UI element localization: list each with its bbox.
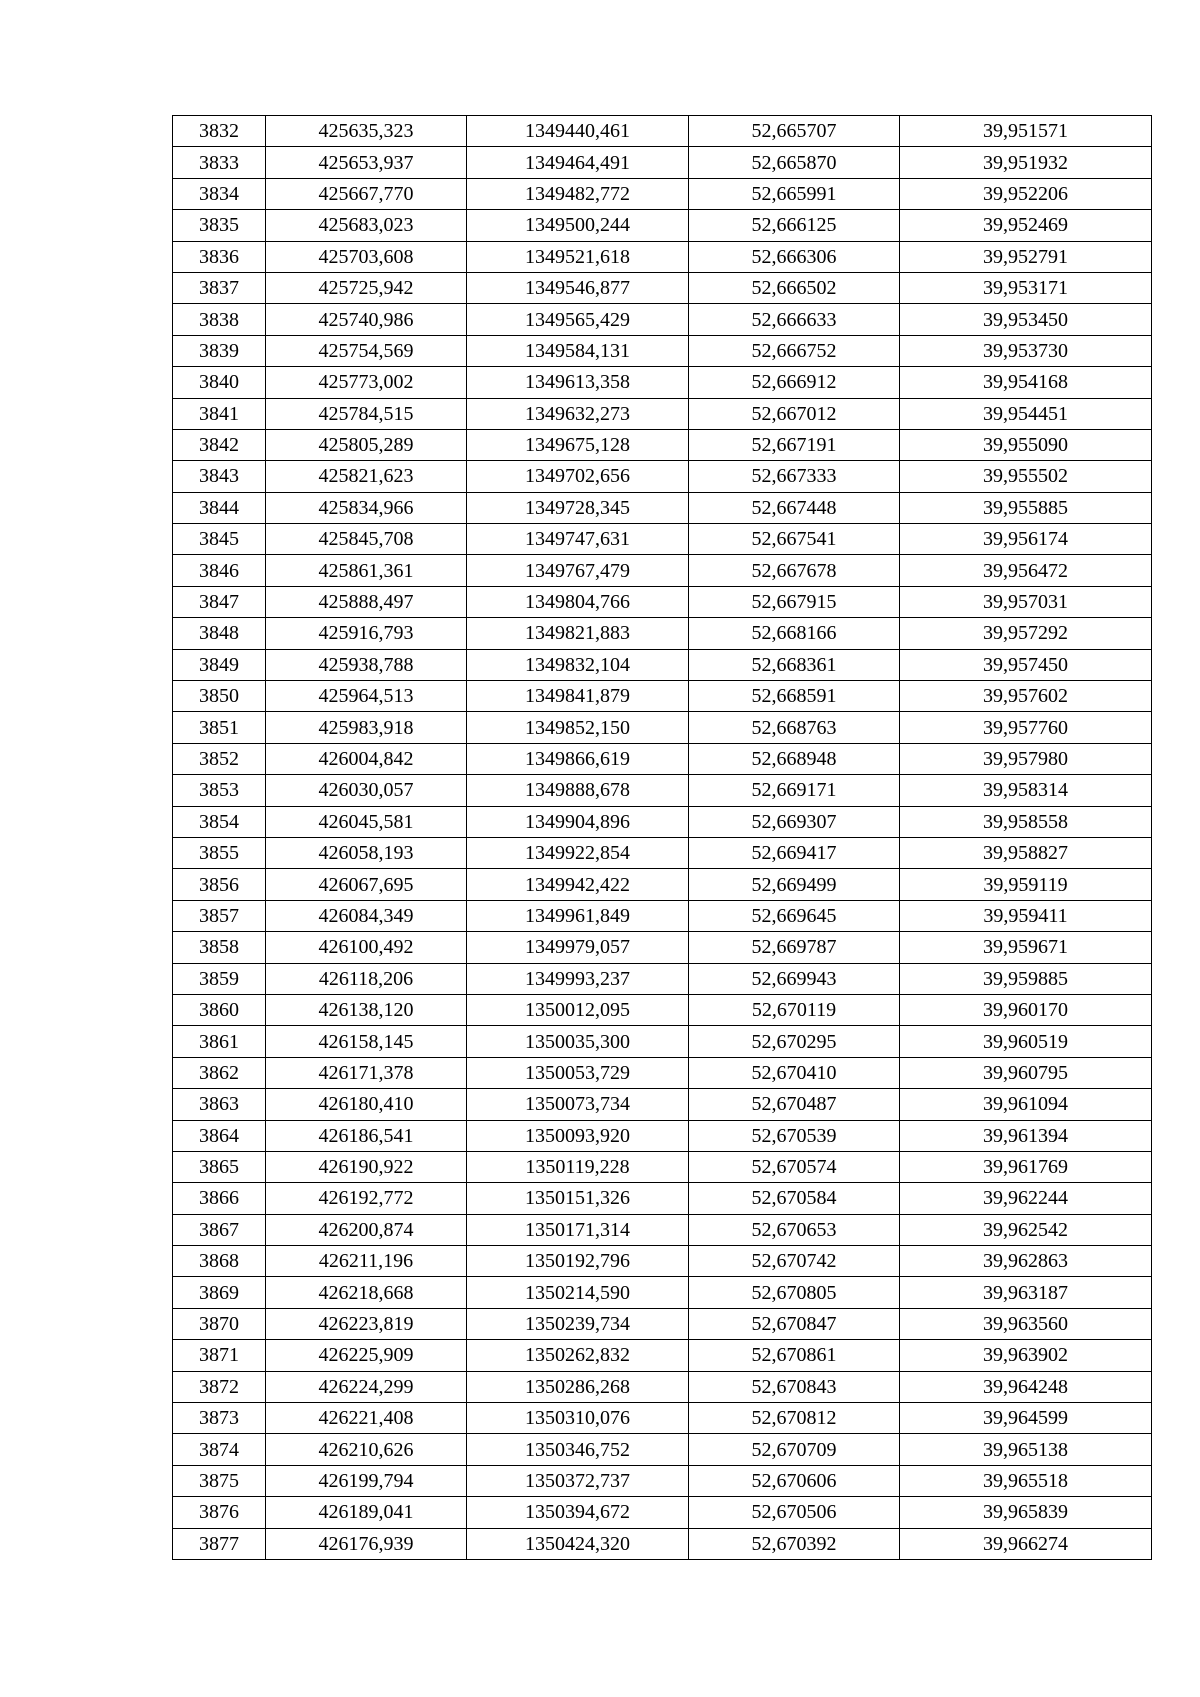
latitude-cell: 52,665707 (689, 116, 900, 147)
point-number-cell: 3843 (173, 461, 266, 492)
latitude-cell: 52,669417 (689, 837, 900, 868)
x-coordinate-cell: 425773,002 (266, 367, 467, 398)
longitude-cell: 39,962542 (900, 1214, 1152, 1245)
x-coordinate-cell: 426030,057 (266, 775, 467, 806)
y-coordinate-cell: 1350151,326 (467, 1183, 689, 1214)
longitude-cell: 39,951932 (900, 147, 1152, 178)
latitude-cell: 52,670709 (689, 1434, 900, 1465)
longitude-cell: 39,955090 (900, 429, 1152, 460)
longitude-cell: 39,957031 (900, 586, 1152, 617)
latitude-cell: 52,670861 (689, 1340, 900, 1371)
longitude-cell: 39,956174 (900, 524, 1152, 555)
x-coordinate-cell: 425964,513 (266, 681, 467, 712)
y-coordinate-cell: 1349675,128 (467, 429, 689, 460)
x-coordinate-cell: 426067,695 (266, 869, 467, 900)
latitude-cell: 52,670487 (689, 1089, 900, 1120)
table-row (173, 398, 1152, 429)
point-number-cell: 3862 (173, 1057, 266, 1088)
x-coordinate-cell: 426171,378 (266, 1057, 467, 1088)
x-coordinate-cell: 425834,966 (266, 492, 467, 523)
y-coordinate-cell: 1350171,314 (467, 1214, 689, 1245)
latitude-cell: 52,669499 (689, 869, 900, 900)
point-number-cell: 3838 (173, 304, 266, 335)
y-coordinate-cell: 1349613,358 (467, 367, 689, 398)
point-number-cell: 3854 (173, 806, 266, 837)
point-number-cell: 3835 (173, 210, 266, 241)
y-coordinate-cell: 1350346,752 (467, 1434, 689, 1465)
table-row (173, 900, 1152, 931)
latitude-cell: 52,666912 (689, 367, 900, 398)
x-coordinate-cell: 426218,668 (266, 1277, 467, 1308)
latitude-cell: 52,665870 (689, 147, 900, 178)
point-number-cell: 3849 (173, 649, 266, 680)
latitude-cell: 52,667678 (689, 555, 900, 586)
point-number-cell: 3844 (173, 492, 266, 523)
x-coordinate-cell: 426084,349 (266, 900, 467, 931)
longitude-cell: 39,963902 (900, 1340, 1152, 1371)
x-coordinate-cell: 425805,289 (266, 429, 467, 460)
longitude-cell: 39,953171 (900, 272, 1152, 303)
latitude-cell: 52,667191 (689, 429, 900, 460)
table-row (173, 1089, 1152, 1120)
x-coordinate-cell: 425653,937 (266, 147, 467, 178)
longitude-cell: 39,959119 (900, 869, 1152, 900)
y-coordinate-cell: 1349747,631 (467, 524, 689, 555)
x-coordinate-cell: 425754,569 (266, 335, 467, 366)
point-number-cell: 3851 (173, 712, 266, 743)
latitude-cell: 52,669943 (689, 963, 900, 994)
point-number-cell: 3874 (173, 1434, 266, 1465)
point-number-cell: 3857 (173, 900, 266, 931)
point-number-cell: 3834 (173, 178, 266, 209)
point-number-cell: 3865 (173, 1151, 266, 1182)
point-number-cell: 3859 (173, 963, 266, 994)
y-coordinate-cell: 1349767,479 (467, 555, 689, 586)
point-number-cell: 3840 (173, 367, 266, 398)
point-number-cell: 3842 (173, 429, 266, 460)
point-number-cell: 3873 (173, 1403, 266, 1434)
y-coordinate-cell: 1349832,104 (467, 649, 689, 680)
coordinates-table-body (173, 116, 1152, 1560)
point-number-cell: 3876 (173, 1497, 266, 1528)
latitude-cell: 52,666752 (689, 335, 900, 366)
table-row (173, 1183, 1152, 1214)
x-coordinate-cell: 425740,986 (266, 304, 467, 335)
table-row (173, 806, 1152, 837)
latitude-cell: 52,670574 (689, 1151, 900, 1182)
table-row (173, 461, 1152, 492)
x-coordinate-cell: 426004,842 (266, 743, 467, 774)
table-row (173, 367, 1152, 398)
point-number-cell: 3868 (173, 1246, 266, 1277)
x-coordinate-cell: 426210,626 (266, 1434, 467, 1465)
point-number-cell: 3850 (173, 681, 266, 712)
longitude-cell: 39,960170 (900, 994, 1152, 1025)
x-coordinate-cell: 426186,541 (266, 1120, 467, 1151)
longitude-cell: 39,957602 (900, 681, 1152, 712)
x-coordinate-cell: 426200,874 (266, 1214, 467, 1245)
x-coordinate-cell: 425667,770 (266, 178, 467, 209)
point-number-cell: 3867 (173, 1214, 266, 1245)
longitude-cell: 39,963560 (900, 1308, 1152, 1339)
y-coordinate-cell: 1349888,678 (467, 775, 689, 806)
x-coordinate-cell: 425916,793 (266, 618, 467, 649)
table-row (173, 1371, 1152, 1402)
point-number-cell: 3833 (173, 147, 266, 178)
latitude-cell: 52,666502 (689, 272, 900, 303)
table-row (173, 1057, 1152, 1088)
table-row (173, 618, 1152, 649)
latitude-cell: 52,670805 (689, 1277, 900, 1308)
table-row (173, 178, 1152, 209)
y-coordinate-cell: 1349841,879 (467, 681, 689, 712)
y-coordinate-cell: 1349702,656 (467, 461, 689, 492)
longitude-cell: 39,960519 (900, 1026, 1152, 1057)
y-coordinate-cell: 1349866,619 (467, 743, 689, 774)
x-coordinate-cell: 426190,922 (266, 1151, 467, 1182)
table-row (173, 1214, 1152, 1245)
table-row (173, 1308, 1152, 1339)
latitude-cell: 52,667915 (689, 586, 900, 617)
point-number-cell: 3866 (173, 1183, 266, 1214)
longitude-cell: 39,962863 (900, 1246, 1152, 1277)
table-row (173, 1246, 1152, 1277)
table-row (173, 304, 1152, 335)
point-number-cell: 3839 (173, 335, 266, 366)
y-coordinate-cell: 1350310,076 (467, 1403, 689, 1434)
point-number-cell: 3836 (173, 241, 266, 272)
x-coordinate-cell: 425861,361 (266, 555, 467, 586)
y-coordinate-cell: 1349546,877 (467, 272, 689, 303)
latitude-cell: 52,666306 (689, 241, 900, 272)
x-coordinate-cell: 425821,623 (266, 461, 467, 492)
longitude-cell: 39,952791 (900, 241, 1152, 272)
longitude-cell: 39,953450 (900, 304, 1152, 335)
latitude-cell: 52,668948 (689, 743, 900, 774)
table-row (173, 1277, 1152, 1308)
longitude-cell: 39,958314 (900, 775, 1152, 806)
y-coordinate-cell: 1349804,766 (467, 586, 689, 617)
longitude-cell: 39,959411 (900, 900, 1152, 931)
latitude-cell: 52,670392 (689, 1528, 900, 1559)
table-row (173, 649, 1152, 680)
y-coordinate-cell: 1350394,672 (467, 1497, 689, 1528)
latitude-cell: 52,670584 (689, 1183, 900, 1214)
longitude-cell: 39,959671 (900, 932, 1152, 963)
longitude-cell: 39,961394 (900, 1120, 1152, 1151)
y-coordinate-cell: 1350239,734 (467, 1308, 689, 1339)
table-row (173, 681, 1152, 712)
latitude-cell: 52,666125 (689, 210, 900, 241)
x-coordinate-cell: 426223,819 (266, 1308, 467, 1339)
table-row (173, 335, 1152, 366)
latitude-cell: 52,667448 (689, 492, 900, 523)
longitude-cell: 39,957450 (900, 649, 1152, 680)
x-coordinate-cell: 425703,608 (266, 241, 467, 272)
latitude-cell: 52,667333 (689, 461, 900, 492)
point-number-cell: 3864 (173, 1120, 266, 1151)
latitude-cell: 52,667012 (689, 398, 900, 429)
longitude-cell: 39,954168 (900, 367, 1152, 398)
table-row (173, 1403, 1152, 1434)
point-number-cell: 3870 (173, 1308, 266, 1339)
longitude-cell: 39,951571 (900, 116, 1152, 147)
y-coordinate-cell: 1350035,300 (467, 1026, 689, 1057)
table-row (173, 147, 1152, 178)
point-number-cell: 3856 (173, 869, 266, 900)
longitude-cell: 39,958827 (900, 837, 1152, 868)
y-coordinate-cell: 1350372,737 (467, 1465, 689, 1496)
point-number-cell: 3848 (173, 618, 266, 649)
x-coordinate-cell: 426225,909 (266, 1340, 467, 1371)
latitude-cell: 52,669171 (689, 775, 900, 806)
longitude-cell: 39,966274 (900, 1528, 1152, 1559)
longitude-cell: 39,957760 (900, 712, 1152, 743)
x-coordinate-cell: 425635,323 (266, 116, 467, 147)
latitude-cell: 52,669645 (689, 900, 900, 931)
point-number-cell: 3832 (173, 116, 266, 147)
table-row (173, 1026, 1152, 1057)
longitude-cell: 39,964599 (900, 1403, 1152, 1434)
latitude-cell: 52,670742 (689, 1246, 900, 1277)
y-coordinate-cell: 1350192,796 (467, 1246, 689, 1277)
table-row (173, 116, 1152, 147)
table-row (173, 492, 1152, 523)
longitude-cell: 39,965839 (900, 1497, 1152, 1528)
coordinates-table (172, 115, 1152, 1560)
latitude-cell: 52,670843 (689, 1371, 900, 1402)
x-coordinate-cell: 426058,193 (266, 837, 467, 868)
latitude-cell: 52,670606 (689, 1465, 900, 1496)
y-coordinate-cell: 1349979,057 (467, 932, 689, 963)
x-coordinate-cell: 425845,708 (266, 524, 467, 555)
latitude-cell: 52,668591 (689, 681, 900, 712)
longitude-cell: 39,960795 (900, 1057, 1152, 1088)
table-row (173, 1434, 1152, 1465)
y-coordinate-cell: 1349728,345 (467, 492, 689, 523)
latitude-cell: 52,670295 (689, 1026, 900, 1057)
latitude-cell: 52,666633 (689, 304, 900, 335)
point-number-cell: 3861 (173, 1026, 266, 1057)
longitude-cell: 39,961769 (900, 1151, 1152, 1182)
longitude-cell: 39,961094 (900, 1089, 1152, 1120)
y-coordinate-cell: 1349904,896 (467, 806, 689, 837)
longitude-cell: 39,958558 (900, 806, 1152, 837)
x-coordinate-cell: 426221,408 (266, 1403, 467, 1434)
table-row (173, 241, 1152, 272)
x-coordinate-cell: 426045,581 (266, 806, 467, 837)
longitude-cell: 39,952206 (900, 178, 1152, 209)
x-coordinate-cell: 426158,145 (266, 1026, 467, 1057)
y-coordinate-cell: 1350073,734 (467, 1089, 689, 1120)
longitude-cell: 39,955502 (900, 461, 1152, 492)
table-row (173, 712, 1152, 743)
x-coordinate-cell: 426180,410 (266, 1089, 467, 1120)
table-row (173, 1340, 1152, 1371)
longitude-cell: 39,955885 (900, 492, 1152, 523)
latitude-cell: 52,670847 (689, 1308, 900, 1339)
longitude-cell: 39,965518 (900, 1465, 1152, 1496)
y-coordinate-cell: 1349942,422 (467, 869, 689, 900)
y-coordinate-cell: 1349852,150 (467, 712, 689, 743)
point-number-cell: 3863 (173, 1089, 266, 1120)
longitude-cell: 39,953730 (900, 335, 1152, 366)
table-row (173, 869, 1152, 900)
y-coordinate-cell: 1349440,461 (467, 116, 689, 147)
x-coordinate-cell: 426100,492 (266, 932, 467, 963)
y-coordinate-cell: 1349584,131 (467, 335, 689, 366)
y-coordinate-cell: 1350053,729 (467, 1057, 689, 1088)
y-coordinate-cell: 1349500,244 (467, 210, 689, 241)
point-number-cell: 3852 (173, 743, 266, 774)
point-number-cell: 3871 (173, 1340, 266, 1371)
point-number-cell: 3837 (173, 272, 266, 303)
point-number-cell: 3858 (173, 932, 266, 963)
table-row (173, 586, 1152, 617)
y-coordinate-cell: 1350012,095 (467, 994, 689, 1025)
y-coordinate-cell: 1350286,268 (467, 1371, 689, 1402)
x-coordinate-cell: 426138,120 (266, 994, 467, 1025)
x-coordinate-cell: 426118,206 (266, 963, 467, 994)
longitude-cell: 39,962244 (900, 1183, 1152, 1214)
table-row (173, 1497, 1152, 1528)
x-coordinate-cell: 426199,794 (266, 1465, 467, 1496)
x-coordinate-cell: 425784,515 (266, 398, 467, 429)
y-coordinate-cell: 1349464,491 (467, 147, 689, 178)
table-row (173, 994, 1152, 1025)
table-row (173, 1151, 1152, 1182)
point-number-cell: 3841 (173, 398, 266, 429)
latitude-cell: 52,668361 (689, 649, 900, 680)
longitude-cell: 39,964248 (900, 1371, 1152, 1402)
longitude-cell: 39,952469 (900, 210, 1152, 241)
latitude-cell: 52,670812 (689, 1403, 900, 1434)
latitude-cell: 52,670506 (689, 1497, 900, 1528)
table-row (173, 743, 1152, 774)
table-row (173, 837, 1152, 868)
x-coordinate-cell: 426192,772 (266, 1183, 467, 1214)
table-row (173, 1465, 1152, 1496)
table-row (173, 272, 1152, 303)
latitude-cell: 52,670410 (689, 1057, 900, 1088)
y-coordinate-cell: 1349961,849 (467, 900, 689, 931)
x-coordinate-cell: 426211,196 (266, 1246, 467, 1277)
latitude-cell: 52,670539 (689, 1120, 900, 1151)
y-coordinate-cell: 1349482,772 (467, 178, 689, 209)
longitude-cell: 39,963187 (900, 1277, 1152, 1308)
x-coordinate-cell: 425683,023 (266, 210, 467, 241)
y-coordinate-cell: 1350214,590 (467, 1277, 689, 1308)
point-number-cell: 3845 (173, 524, 266, 555)
latitude-cell: 52,665991 (689, 178, 900, 209)
table-row (173, 524, 1152, 555)
table-row (173, 1120, 1152, 1151)
table-row (173, 932, 1152, 963)
y-coordinate-cell: 1350093,920 (467, 1120, 689, 1151)
y-coordinate-cell: 1349632,273 (467, 398, 689, 429)
x-coordinate-cell: 425938,788 (266, 649, 467, 680)
point-number-cell: 3855 (173, 837, 266, 868)
table-row (173, 1528, 1152, 1559)
point-number-cell: 3847 (173, 586, 266, 617)
table-row (173, 775, 1152, 806)
table-row (173, 210, 1152, 241)
longitude-cell: 39,965138 (900, 1434, 1152, 1465)
y-coordinate-cell: 1349521,618 (467, 241, 689, 272)
longitude-cell: 39,956472 (900, 555, 1152, 586)
latitude-cell: 52,668763 (689, 712, 900, 743)
table-row (173, 555, 1152, 586)
y-coordinate-cell: 1349821,883 (467, 618, 689, 649)
point-number-cell: 3853 (173, 775, 266, 806)
y-coordinate-cell: 1350119,228 (467, 1151, 689, 1182)
latitude-cell: 52,668166 (689, 618, 900, 649)
x-coordinate-cell: 426176,939 (266, 1528, 467, 1559)
x-coordinate-cell: 426224,299 (266, 1371, 467, 1402)
y-coordinate-cell: 1349993,237 (467, 963, 689, 994)
latitude-cell: 52,670653 (689, 1214, 900, 1245)
x-coordinate-cell: 426189,041 (266, 1497, 467, 1528)
x-coordinate-cell: 425983,918 (266, 712, 467, 743)
y-coordinate-cell: 1350262,832 (467, 1340, 689, 1371)
x-coordinate-cell: 425888,497 (266, 586, 467, 617)
y-coordinate-cell: 1349922,854 (467, 837, 689, 868)
y-coordinate-cell: 1349565,429 (467, 304, 689, 335)
x-coordinate-cell: 425725,942 (266, 272, 467, 303)
latitude-cell: 52,670119 (689, 994, 900, 1025)
table-row (173, 429, 1152, 460)
latitude-cell: 52,667541 (689, 524, 900, 555)
latitude-cell: 52,669307 (689, 806, 900, 837)
latitude-cell: 52,669787 (689, 932, 900, 963)
point-number-cell: 3860 (173, 994, 266, 1025)
longitude-cell: 39,954451 (900, 398, 1152, 429)
point-number-cell: 3846 (173, 555, 266, 586)
point-number-cell: 3877 (173, 1528, 266, 1559)
longitude-cell: 39,957292 (900, 618, 1152, 649)
y-coordinate-cell: 1350424,320 (467, 1528, 689, 1559)
point-number-cell: 3872 (173, 1371, 266, 1402)
point-number-cell: 3875 (173, 1465, 266, 1496)
table-row (173, 963, 1152, 994)
longitude-cell: 39,959885 (900, 963, 1152, 994)
point-number-cell: 3869 (173, 1277, 266, 1308)
longitude-cell: 39,957980 (900, 743, 1152, 774)
